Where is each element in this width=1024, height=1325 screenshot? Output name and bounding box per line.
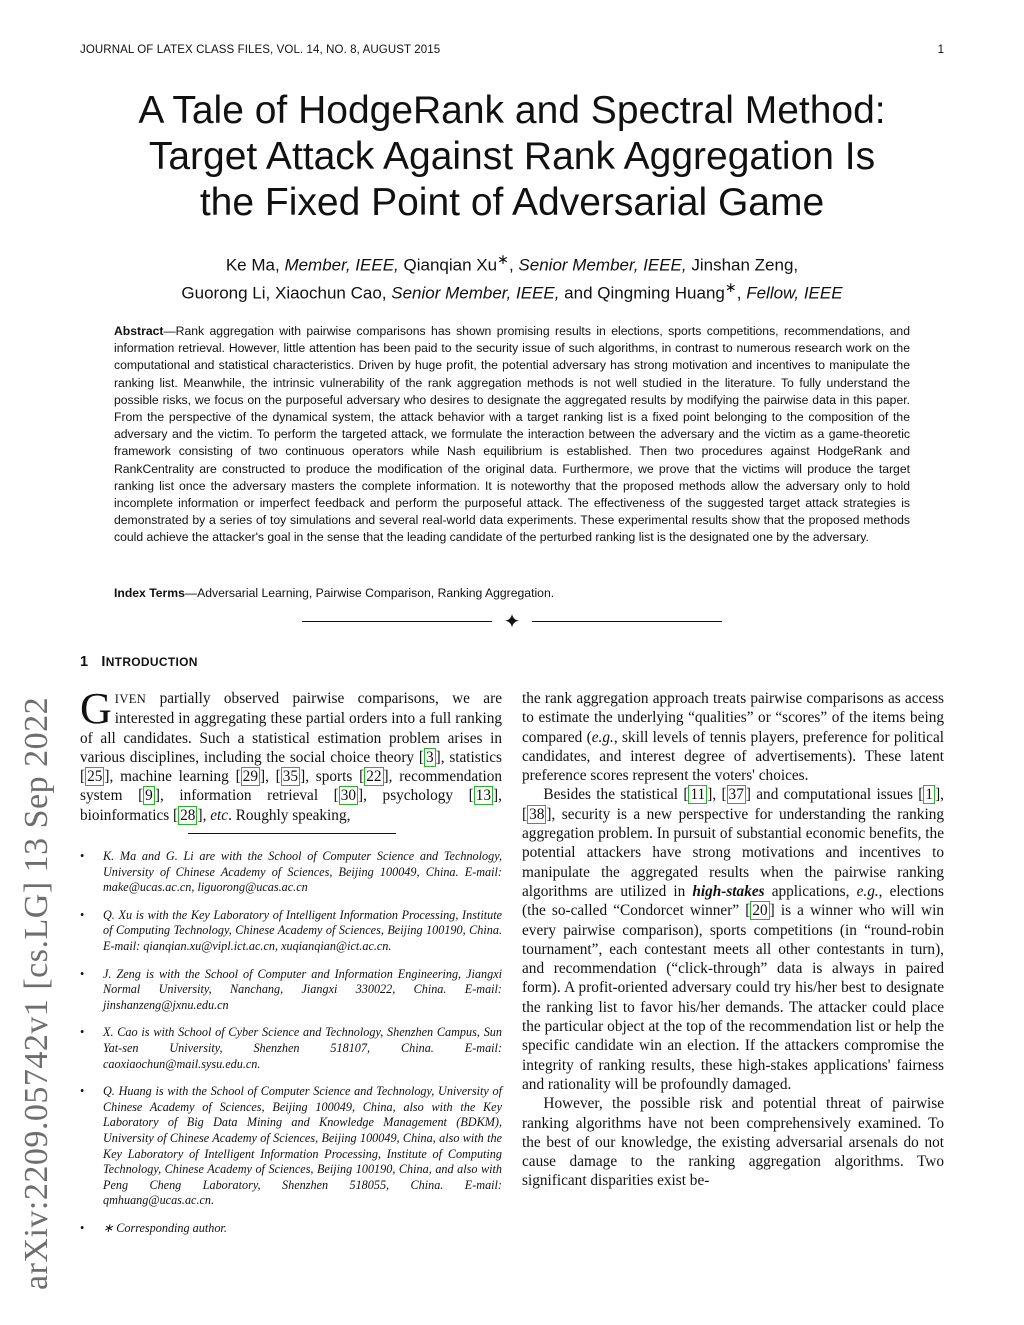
author-name: Jinshan Zeng, bbox=[691, 255, 799, 275]
citation-link[interactable]: 38 bbox=[529, 805, 545, 823]
author-role: Senior Member, IEEE, bbox=[391, 283, 560, 303]
title-line-1: A Tale of HodgeRank and Spectral Method: bbox=[138, 89, 886, 132]
author-line-1: Ke Ma, Member, IEEE, Qianqian Xu∗, Senior Member, IEEE, Jinshan Zeng, bbox=[225, 252, 799, 275]
author-line-2: Guorong Li, Xiaochun Cao, Senior Member, IEEE, and Qingming Huang∗, Fellow, IEEE bbox=[181, 279, 843, 303]
citation-link[interactable]: 20 bbox=[752, 902, 768, 920]
divider-star-icon: ✦ bbox=[503, 611, 521, 633]
title-line-2: Target Attack Against Rank Aggregation Is bbox=[148, 135, 876, 178]
citation-link[interactable]: 37 bbox=[728, 786, 744, 804]
title-line-3: the Fixed Point of Adversarial Game bbox=[199, 181, 825, 224]
citation-link[interactable]: 30 bbox=[340, 787, 357, 805]
citation-link[interactable]: 9 bbox=[145, 787, 153, 805]
footnote: • ∗ Corresponding author. bbox=[80, 1220, 227, 1235]
running-header: JOURNAL OF LATEX CLASS FILES, VOL. 14, NO. 8, AUGUST 2015 bbox=[80, 44, 441, 56]
corresponding-mark: ∗ bbox=[724, 279, 737, 296]
bullet-icon: • bbox=[80, 1084, 85, 1099]
footnote: • X. Cao is with School of Cyber Science and Technology, Shenzhen Campus, Sun Yat-sen University, Shenzhen 518107, China. E-mail: caoxiaochun@mail.sysu.edu.cn. bbox=[80, 1025, 502, 1071]
citation-link[interactable]: 1 bbox=[925, 786, 934, 804]
author-name: Ke Ma, bbox=[225, 255, 280, 275]
index-terms bbox=[114, 585, 910, 602]
footnote: • Q. Huang is with the School of Computer Science and Technology, University of Chinese Academy of Sciences, Beijing 100049, China, also with the Key Laboratory of Big Data Mining and Knowledge Management (BDKM), University of Chinese Academy of Sciences, Beijing 100049, China, also with the Key Laboratory of Intelligent Information Processing, Institute of Computing Technology, Chinese Academy of Sciences, Beijing 100190, China, and also with Peng Cheng Laboratory, Shenzhen 518055, China. E-mail: qmhuang@ucas.ac.cn. bbox=[80, 1084, 502, 1208]
body-column-left bbox=[80, 684, 503, 825]
citation-link[interactable]: 22 bbox=[366, 768, 382, 786]
paragraph: However, the possible risk and potential threat of pairwise ranking algorithms have not been comprehensively examined. To the best of our knowledge, the existing adversarial arsenals do not cause damage to the ranking aggregation algorithms. Two significant disparities exist be- bbox=[522, 1095, 944, 1190]
citation-link[interactable]: 13 bbox=[475, 787, 492, 805]
bullet-icon: • bbox=[80, 1220, 85, 1235]
footnote: • K. Ma and G. Li are with the School of Computer Science and Technology, University of Chinese Academy of Sciences, Beijing 100049, China. E-mail: make@ucas.ac.cn, liguorong@ucas.ac.cn bbox=[80, 849, 502, 895]
author-name: Xiaochun Cao, bbox=[274, 283, 387, 303]
paragraph: the rank aggregation approach treats pairwise comparisons as access to estimate the underlying “qualities” or “scores” of the items being compared (e.g., skill levels of tennis players, preference for political candidates, and interest degree of advertisements). These latent preference scores represent the voters' choices. bbox=[522, 690, 945, 785]
author-list bbox=[80, 249, 944, 304]
section-heading: 1 INTRODUCTION bbox=[80, 654, 198, 670]
bullet-icon: • bbox=[80, 907, 85, 922]
citation-link[interactable]: 11 bbox=[690, 786, 706, 804]
citation-link[interactable]: 29 bbox=[242, 768, 258, 786]
divider-line bbox=[532, 621, 722, 622]
footnotes bbox=[80, 849, 502, 1248]
author-role: Senior Member, IEEE, bbox=[518, 255, 687, 275]
footnote: • Q. Xu is with the Key Laboratory of Intelligent Information Processing, Institute of Computing Technology, Chinese Academy of Sciences, Beijing 100190, China. E-mail: qianqian.xu@vipl.ict.ac.cn, xuqianqian@ict.ac.cn. bbox=[80, 907, 502, 953]
citation-link[interactable]: 3 bbox=[425, 748, 434, 766]
author-role: Fellow, IEEE bbox=[746, 283, 843, 303]
citation-link[interactable]: 28 bbox=[180, 806, 196, 824]
section-number: 1 bbox=[80, 654, 89, 670]
body-column-right bbox=[522, 689, 944, 1191]
author-name: Qingming Huang bbox=[597, 283, 725, 303]
citation-link[interactable]: 35 bbox=[282, 768, 299, 786]
index-terms-text: —Adversarial Learning, Pairwise Comparison, Ranking Aggregation. bbox=[184, 586, 555, 600]
bullet-icon: • bbox=[80, 966, 85, 981]
citation-link[interactable]: 25 bbox=[87, 768, 103, 786]
corresponding-mark: ∗ bbox=[497, 252, 509, 268]
divider-line bbox=[302, 621, 492, 622]
bullet-icon: • bbox=[80, 849, 85, 863]
abstract-label: Abstract bbox=[114, 324, 164, 338]
bullet-icon: • bbox=[80, 1025, 85, 1040]
abstract: Abstract—Rank aggregation with pairwise comparisons has shown promising results in elections, sports competitions, recommendations, and information retrieval. However, little attention has been paid to the security issue of such algorithms, in contrast to numerous research work on the computational and statistical characteristics. Driven by huge profit, the potential adversary has strong motivation and incentives to manipulate the ranking list. Meanwhile, the intrinsic vulnerability of the rank aggregation methods is not well studied in the literature. To fully understand the possible risks, we focus on the purposeful adversary who desires to designate the aggregated results by modifying the pairwise data in this paper. From the perspective of the dynamical system, the attack behavior with a target ranking list is a fixed point belonging to the composition of the adversary and the victim. To perform the targeted attack, we formulate the interaction between the adversary and the victim as a game-theoretic framework consisting of two continuous operators while Nash equilibrium is established. Then two procedures against HodgeRank and RankCentrality are constructed to produce the modification of the original data. Furthermore, we prove that the victims will produce the target ranking list once the adversary masters the complete information. It is noteworthy that the proposed methods allow the adversary only to hold incomplete information or imperfect feedback and perform the purposeful attack. The effectiveness of the suggested target attack strategies is demonstrated by a series of toy simulations and several real-world data experiments. These experimental results show that the proposed methods could achieve the attacker's goal in the sense that the leading candidate of the perturbed ranking list is the designated one by the adversary. bbox=[114, 324, 910, 545]
paper-title bbox=[80, 88, 944, 226]
index-terms-label: Index Terms bbox=[114, 586, 185, 600]
arxiv-stamp: arXiv:2209.05742v1 [cs.LG] 13 Sep 2022 bbox=[18, 696, 55, 1290]
author-role: Member, IEEE, bbox=[284, 255, 399, 275]
author-name: Guorong Li, bbox=[181, 283, 271, 303]
page-number: 1 bbox=[937, 44, 944, 56]
author-name: Qianqian Xu bbox=[403, 255, 498, 275]
paragraph: GIVEN partially observed pairwise comparisons, we are interested in aggregating these partial orders into a full ranking of all candidates. Such a statistical estimation problem arises in various disciplines, including the social choice theory [ 3 ], statistics [ 25 ], machine learning [ 29 ], [ 35 ], sports [ 22 ], recommendation system [ 9 ], information retrieval [ 30 ], psychology [ 13 ], bioinformatics [ 28 ], etc. Roughly speaking, bbox=[80, 684, 503, 824]
dropcap: G bbox=[80, 684, 112, 733]
abstract-text: Rank aggregation with pairwise comparisons has shown promising results in elections, sports competitions, recommendations, and information retrieval. However, little attention has been paid to the security issue of such algorithms, in contrast to numerous research work on the computational and statistical characteristics. Driven by huge profit, the potential adversary has strong motivation and incentives to manipulate the ranking list. Meanwhile, the intrinsic vulnerability of the rank aggregation methods is not well studied in the literature. To fully understand the possible risks, we focus on the purposeful adversary who desires to designate the aggregated results by modifying the pairwise data in this paper. From the perspective of the dynamical system, the attack behavior with a target ranking list is a fixed point belonging to the composition of the adversary and the victim. To perform the targeted attack, we formulate the interaction between the adversary and the victim as a game-theoretic framework consisting of two continuous operators while Nash equilibrium is established. Then two procedures against HodgeRank and RankCentrality are constructed to produce the modification of the original data. Furthermore, we prove that the victims will produce the target ranking list once the adversary masters the complete information. It is noteworthy that the proposed methods allow the adversary only to hold incomplete information or imperfect feedback and perform the purposeful attack. The effectiveness of the suggested target attack strategies is demonstrated by a series of toy simulations and several real-world data experiments. These experimental results show that the proposed methods could achieve the attacker's goal in the sense that the leading candidate of the perturbed ranking list is the designated one by the adversary. bbox=[114, 324, 910, 545]
paragraph: Besides the statistical [ 11 ], [ 37 ] and computational issues [ 1 ], [ 38 ], security is a new perspective for understanding the ranking aggregation problem. In pursuit of substantial economic benefits, the potential attackers have strong motivations and incentives to manipulate the aggregated results when the pairwise ranking algorithms are utilized in high-stakes applications, e.g., elections (the so-called “Condorcet winner” [ 20 ] is a winner who will win every pairwise comparison), sports competitions (in “round-robin tournament”, each contestant meets all other contestants in turn), and recommendation (“click-through” data is always in paired form). A profit-oriented adversary could try his/her best to designate the ranking list to favor his/her demands. The attacker could place the particular object at the top of the recommendation list or help the specific candidate win an election. If the attackers compromise the integrity of ranking results, these high-stakes applications' fairness and rationality will be profoundly damaged. bbox=[522, 786, 944, 1093]
footnote-rule bbox=[188, 833, 396, 834]
footnote: • J. Zeng is with the School of Computer and Information Engineering, Jiangxi Normal University, Nanchang, Jiangxi 330022, China. E-mail: jinshanzeng@jxnu.edu.cn bbox=[80, 966, 502, 1012]
